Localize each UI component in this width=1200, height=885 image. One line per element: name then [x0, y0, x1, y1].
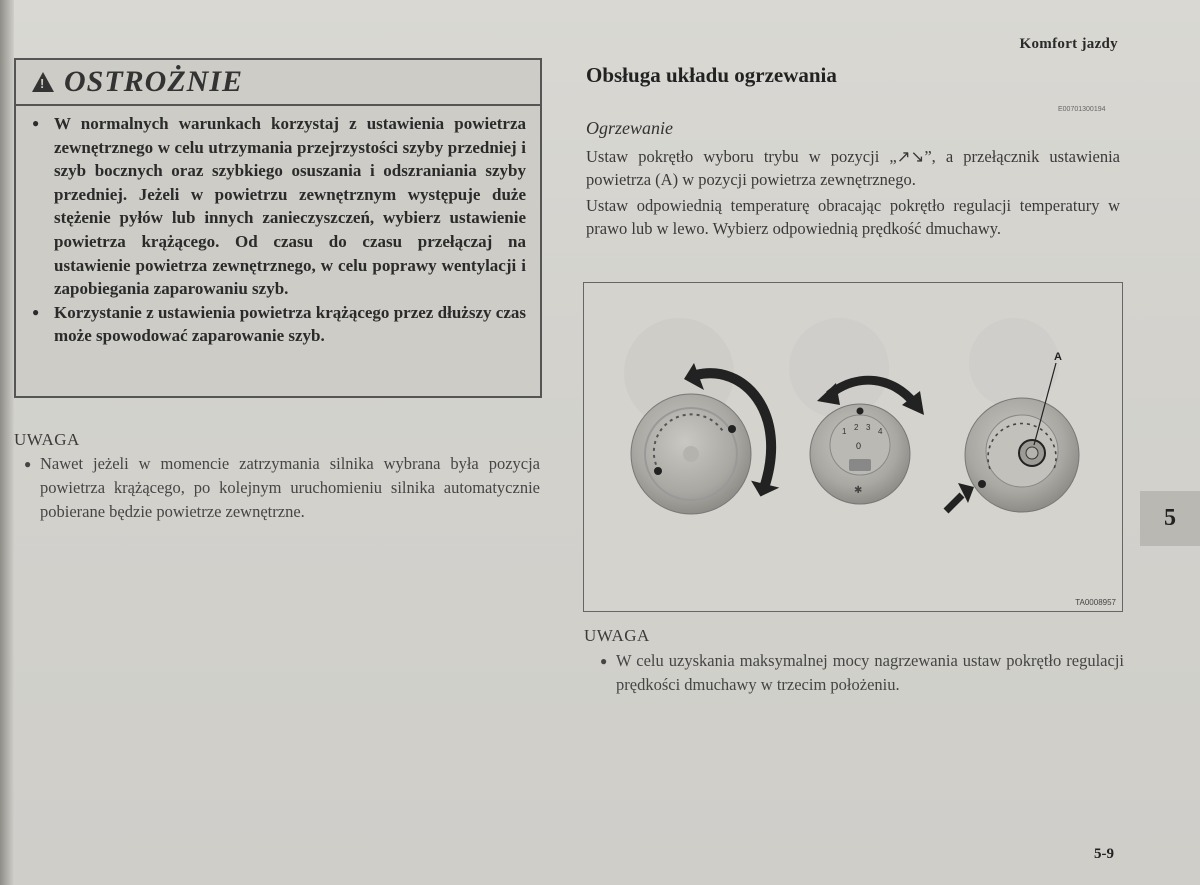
fan-tick-0: 0	[856, 441, 862, 451]
mode-selector-knob	[965, 398, 1079, 512]
warning-item: ● W normalnych warunkach korzystaj z ustawienia powietrza zewnętrznego w celu utrzymania przejrzystości szyby przedniej i szyb bocznych oraz szybkiego osuszania i odszraniania szyby przedniej. Jeżeli w powietrzu zewnętrznym występuje duże stężenie pyłów lub innych zanieczyszczeń, wybierz ustawienie powietrza krążącego. Od czasu do czasu przełączaj na ustawienie powietrza zewnętrznego, w celu poprawy wentylacji i zapobiegania zaparowaniu szyb.	[40, 112, 526, 301]
section-title: Obsługa układu ogrzewania	[586, 63, 837, 87]
section-subtitle: Ogrzewanie	[586, 118, 673, 138]
control-knobs-figure	[583, 282, 1123, 612]
label-a: A	[1054, 351, 1062, 363]
warning-triangle-icon	[32, 72, 54, 92]
section-paragraph-2: Ustaw odpowiednią temperaturę obracając pokrętło regulacji temperatury w prawo lub w lewo. Wybierz odpowiednią prędkość dmuchawy.	[586, 196, 1120, 238]
temperature-knob	[631, 394, 751, 514]
fan-speed-knob	[810, 404, 910, 504]
page-binding-shadow	[0, 0, 14, 885]
warning-box	[14, 58, 542, 398]
fan-tick-1: 1	[842, 427, 847, 436]
fan-tick-2: 2	[854, 423, 859, 432]
warning-title-bar	[16, 60, 540, 106]
chapter-tab: 5	[1140, 491, 1200, 546]
note-right-item: ● W celu uzyskania maksymalnej mocy nagrzewania ustaw pokrętło regulacji prędkości dmuchawy w trzecim położeniu.	[602, 649, 1124, 697]
figure-drawing	[584, 283, 1121, 610]
warning-item: ● Korzystanie z ustawienia powietrza krążącego przez dłuższy czas może spowodować zaparowanie szyb.	[40, 301, 526, 348]
svg-text:✱: ✱	[854, 485, 863, 496]
note-right-list	[602, 649, 1124, 697]
chapter-header: Komfort jazdy	[1019, 36, 1118, 52]
note-left-title: UWAGA	[14, 430, 80, 449]
fan-tick-4: 4	[878, 427, 883, 436]
section-code: E00701300194	[1058, 106, 1106, 113]
pointer-arrow-icon	[946, 495, 962, 511]
fan-tick-3: 3	[866, 423, 871, 432]
figure-code: TA0008957	[1075, 598, 1116, 607]
note-left-list	[26, 452, 540, 524]
warning-body	[16, 106, 540, 348]
section-paragraph-1: Ustaw pokrętło wyboru trybu w pozycji „↗↘”, a przełącznik ustawienia powietrza (A) w pozycji powietrza zewnętrznego.	[586, 147, 1120, 189]
note-left-item: ● Nawet jeżeli w momencie zatrzymania silnika wybrana była pozycja powietrza krążącego, po kolejnym uruchomieniu silnika automatycznie pobierane będzie powietrze zewnętrzne.	[26, 452, 540, 524]
note-right-title: UWAGA	[584, 626, 650, 645]
page-number: 5-9	[1094, 846, 1114, 862]
warning-heading: OSTROŻNIE	[64, 65, 244, 98]
